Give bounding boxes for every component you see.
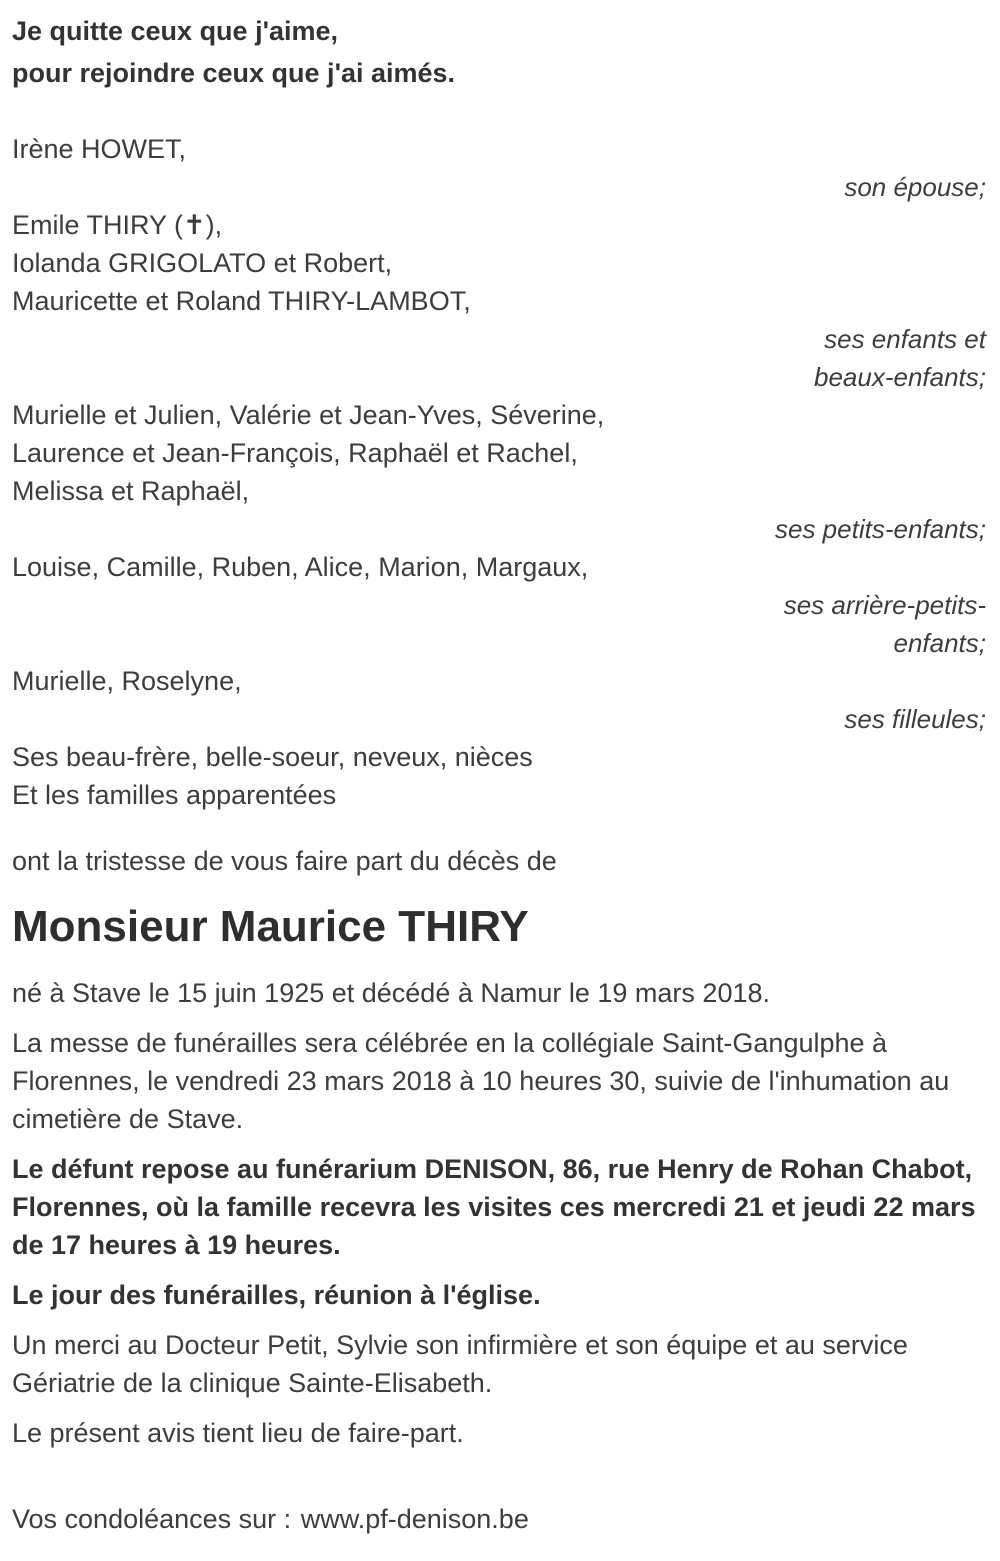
relation-label: ses filleules; [844,704,986,734]
relation-label: beaux-enfants; [813,362,986,392]
epigraph-line-2: pour rejoindre ceux que j'ai aimés. [12,58,456,88]
announcement-line: ont la tristesse de vous faire part du décès de [12,846,557,876]
epigraph [12,10,986,94]
relative-names: Louise, Camille, Ruben, Alice, Marion, Margaux, [12,552,589,582]
repose-paragraph: Le défunt repose au funérarium DENISON, 86, rue Henry de Rohan Chabot, Florennes, où la famille recevra les visites ces mercredi 21 et jeudi 22 mars de 17 heures à 19 heures. [12,1154,976,1260]
family-group-children [12,206,986,396]
relative-names: Ses beau-frère, belle-soeur, neveux, nièces [12,742,533,772]
relative-names: Mauricette et Roland THIRY-LAMBOT, [12,286,471,316]
relation-label: ses arrière-petits- [783,590,986,620]
life-dates: né à Stave le 15 juin 1925 et décédé à Namur le 19 mars 2018. [12,978,770,1008]
relative-names: Irène HOWET, [12,134,187,164]
relative-names: Iolanda GRIGOLATO et Robert, [12,248,393,278]
thanks-paragraph: Un merci au Docteur Petit, Sylvie son infirmière et son équipe et au service Gériatrie de la clinique Sainte-Elisabeth. [12,1330,908,1398]
family-group-goddaughters [12,662,986,738]
relation-label: ses petits-enfants; [775,514,986,544]
legal-notice-line: Le présent avis tient lieu de faire-part. [12,1418,464,1448]
relative-names: Emile THIRY (✝), [12,210,223,240]
condolences-url[interactable]: www.pf-denison.be [300,1504,529,1534]
relative-names: Et les familles apparentées [12,780,337,810]
relative-names: Laurence et Jean-François, Raphaël et Rachel, [12,438,578,468]
epigraph-line-1: Je quitte ceux que j'aime, [12,16,339,46]
relation-label: son épouse; [844,172,986,202]
family-list [12,130,986,814]
family-group-great-grandchildren [12,548,986,662]
church-meeting-line: Le jour des funérailles, réunion à l'église. [12,1280,541,1310]
relative-names: Murielle et Julien, Valérie et Jean-Yves, Séverine, [12,400,605,430]
family-group-grandchildren [12,396,986,548]
condolences-line [12,1500,986,1538]
deceased-name: Monsieur Maurice THIRY [12,902,529,951]
relation-label: enfants; [893,628,986,658]
relation-label: ses enfants et [824,324,986,354]
condolences-label: Vos condoléances sur : [12,1504,292,1534]
family-group-spouse [12,130,986,206]
funeral-mass-paragraph: La messe de funérailles sera célébrée en la collégiale Saint-Gangulphe à Florennes, le vendredi 23 mars 2018 à 10 heures 30, suivie de l'inhumation au cimetière de Stave. [12,1028,950,1134]
family-group-extended [12,738,986,814]
relative-names: Murielle, Roselyne, [12,666,242,696]
relative-names: Melissa et Raphaël, [12,476,250,506]
